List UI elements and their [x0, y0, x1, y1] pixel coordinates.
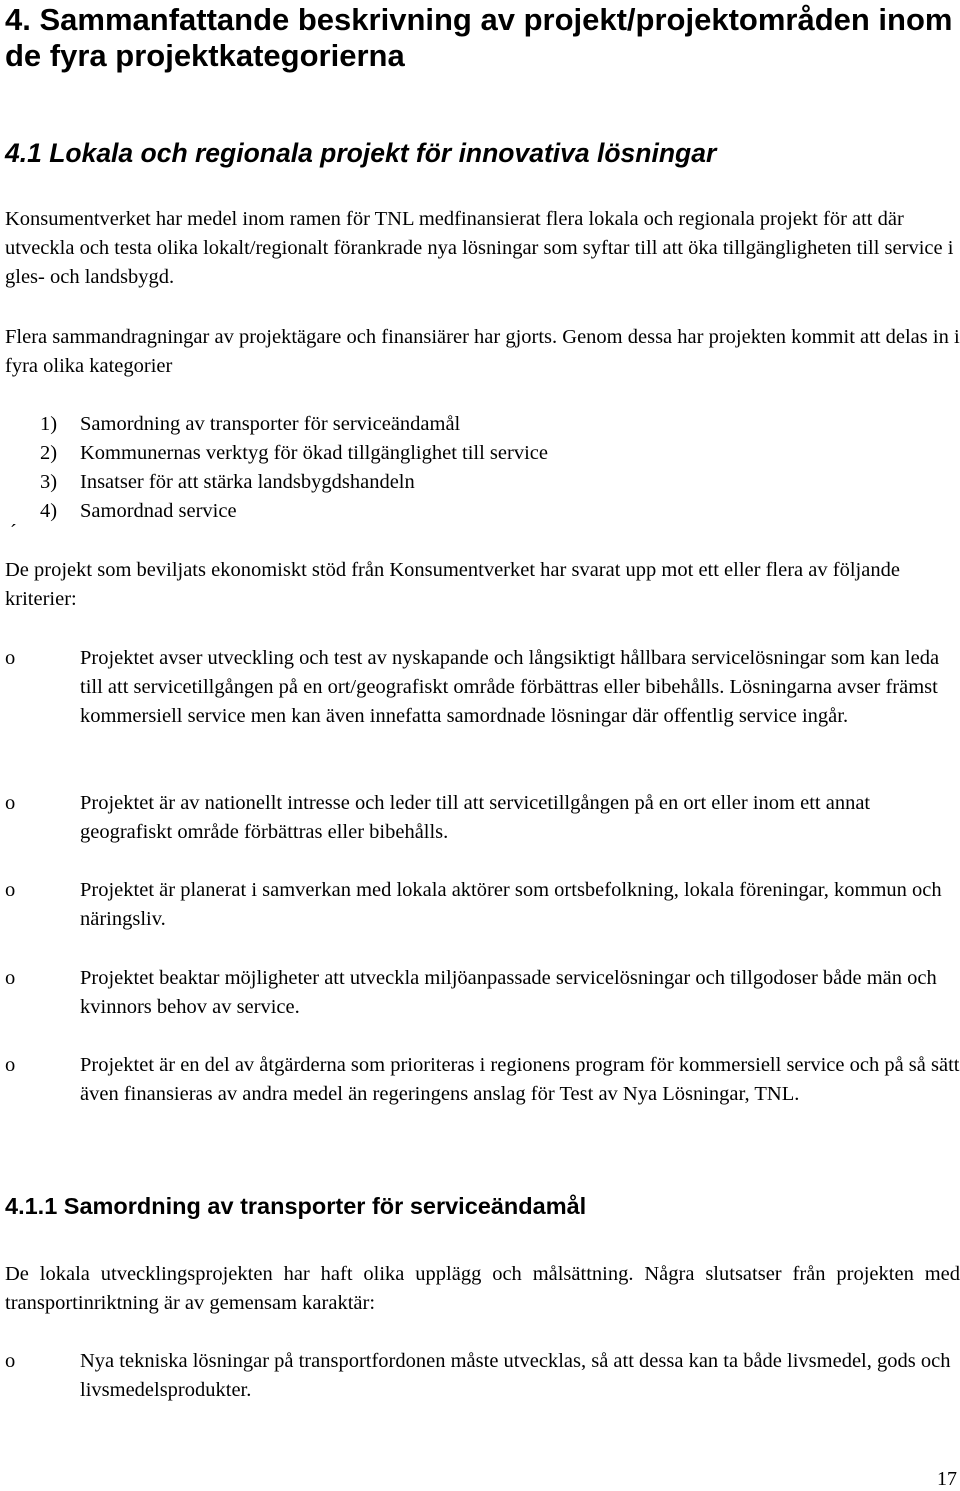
- category-number: 4): [40, 500, 58, 522]
- criteria-intro-paragraph: De projekt som beviljats ekonomiskt stöd från Konsumentverket har svarat upp mot ett eller flera av följande kriterier:: [5, 559, 900, 610]
- criteria-text: Projektet är planerat i samverkan med lokala aktörer som ortsbefolkning, lokala föreningar, kommun och näringsliv.: [80, 879, 942, 930]
- bullet-marker: o: [5, 647, 16, 669]
- category-number: 1): [40, 413, 58, 435]
- bullet-marker: o: [5, 1054, 16, 1076]
- criteria-text: Projektet är en del av åtgärderna som prioriteras i regionens program för kommersiell service och på så sätt även finansieras av andra medel än regeringens anslag för Test av Nya Lösningar, TNL.: [80, 1054, 960, 1105]
- conclusion-item: [5, 1347, 960, 1405]
- stray-mark: ´: [10, 521, 17, 543]
- criteria-text: Projektet beaktar möjligheter att utveckla miljöanpassade servicelösningar och tillgodoser både män och kvinnors behov av service.: [80, 967, 937, 1018]
- category-number: 3): [40, 471, 58, 493]
- page-number: 17: [937, 1468, 957, 1490]
- categories-intro-paragraph: Flera sammandragningar av projektägare och finansiärer har gjorts. Genom dessa har projekten kommit att delas in i fyra olika kategorier: [5, 326, 960, 377]
- criteria-text: Projektet är av nationellt intresse och leder till att servicetillgången på en ort eller inom ett annat geografiskt område förbättras eller bibehålls.: [80, 792, 871, 843]
- criteria-item: [5, 1051, 960, 1109]
- criteria-text: Projektet avser utveckling och test av nyskapande och långsiktigt hållbara servicelösningar som kan leda till att servicetillgången på en ort/geografiskt område förbättras eller bibehålls. Lösningarna avser främst kommersiell service men kan även innefatta samordnade lösningar där offentlig service ingår.: [80, 647, 940, 727]
- bullet-marker: o: [5, 879, 16, 901]
- category-item: [40, 410, 548, 439]
- category-text: Kommunernas verktyg för ökad tillgänglighet till service: [80, 442, 548, 464]
- category-item: [40, 497, 548, 526]
- criteria-item: [5, 876, 960, 934]
- subsubsection-heading: 4.1.1 Samordning av transporter för serviceändamål: [5, 1193, 587, 1219]
- criteria-item: [5, 789, 960, 847]
- criteria-item: [5, 644, 960, 731]
- bullet-marker: o: [5, 792, 16, 814]
- bullet-marker: o: [5, 967, 16, 989]
- subsection-heading: 4.1 Lokala och regionala projekt för innovativa lösningar: [5, 138, 717, 168]
- transport-intro-paragraph: De lokala utvecklingsprojekten har haft olika upplägg och målsättning. Några slutsatser från projekten med transportinriktning är av gemensam karaktär:: [5, 1263, 960, 1314]
- conclusion-text: Nya tekniska lösningar på transportfordonen måste utvecklas, så att dessa kan ta både livsmedel, gods och livsmedelsprodukter.: [80, 1350, 951, 1401]
- category-text: Samordnad service: [80, 500, 237, 522]
- category-text: Samordning av transporter för serviceändamål: [80, 413, 461, 435]
- category-item: [40, 439, 548, 468]
- section-heading: 4. Sammanfattande beskrivning av projekt/projektområden inom de fyra projektkategorierna: [5, 2, 953, 73]
- bullet-marker: o: [5, 1350, 16, 1372]
- category-number: 2): [40, 442, 58, 464]
- criteria-item: [5, 964, 960, 1022]
- intro-paragraph: Konsumentverket har medel inom ramen för TNL medfinansierat flera lokala och regionala projekt för att där utveckla och testa olika lokalt/regionalt förankrade nya lösningar som syftar till att öka tillgängligheten till service i gles- och landsbygd.: [5, 208, 954, 288]
- category-text: Insatser för att stärka landsbygdshandeln: [80, 471, 415, 493]
- category-list: [40, 410, 548, 526]
- category-item: [40, 468, 548, 497]
